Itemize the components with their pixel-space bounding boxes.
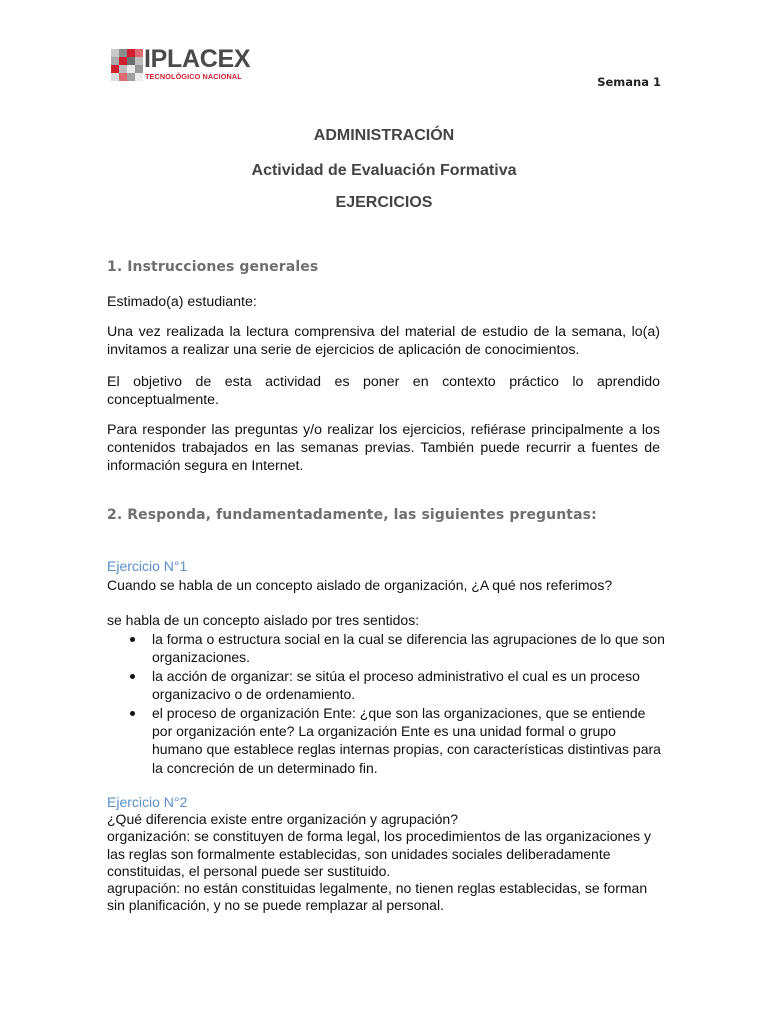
document-section-title: EJERCICIOS <box>335 194 433 211</box>
list-item-text: el proceso de organización Ente: ¿que son las organizaciones, que se entiende por organización ente? La organización Ente es una unidad formal o grupo humano que establece reglas internas propias, con características distintivas para la concreción de un determinado fin. <box>152 704 661 776</box>
exercise-1-title: Ejercicio N°1 <box>107 558 188 574</box>
iplacex-logo <box>111 45 261 83</box>
logo-subtitle: TECNOLÓGICO NACIONAL <box>145 72 242 81</box>
greeting-paragraph: Estimado(a) estudiante: <box>107 294 257 310</box>
list-item <box>107 704 667 778</box>
bullet-icon <box>130 711 135 716</box>
sources-paragraph: Para responder las preguntas y/o realizar los ejercicios, refiérase principalmente a los contenidos trabajados en las semanas previas. También puede recurrir a fuentes de información segura en Internet. <box>107 422 660 474</box>
logo-mosaic-icon <box>111 49 143 81</box>
objective-paragraph: El objetivo de esta actividad es poner en contexto práctico lo aprendido conceptualmente. <box>107 374 660 408</box>
exercise-2-title: Ejercicio N°2 <box>107 794 188 810</box>
bullet-icon <box>130 674 135 679</box>
exercise-2-question: ¿Qué diferencia existe entre organización y agrupación? <box>107 811 458 827</box>
document-title: ADMINISTRACIÓN <box>313 127 455 144</box>
list-item-text: la acción de organizar: se sitúa el proceso administrativo el cual es un proceso organizacivo o de ordenamiento. <box>152 667 640 703</box>
exercise-2-body <box>107 811 667 915</box>
exercise-2-answer-organizacion: organización: se constituyen de forma legal, los procedimientos de las organizaciones y las reglas son formalmente establecidas, son unidades sociales deliberadamente constituidas, el personal puede ser sustituido. <box>107 828 651 879</box>
exercise-1-intro: se habla de un concepto aislado por tres sentidos: <box>107 612 420 628</box>
section-heading-questions: 2. Responda, fundamentadamente, las siguientes preguntas: <box>107 507 597 523</box>
list-item <box>107 667 667 704</box>
week-label: Semana 1 <box>597 75 661 89</box>
list-item <box>107 630 667 667</box>
document-subtitle: Actividad de Evaluación Formativa <box>251 162 517 179</box>
instruction-paragraph: Una vez realizada la lectura comprensiva del material de estudio de la semana, lo(a) invitamos a realizar una serie de ejercicios de aplicación de conocimientos. <box>107 324 660 358</box>
logo-wordmark: IPLACEX <box>144 45 251 73</box>
exercise-1-bullet-list <box>107 630 667 777</box>
section-heading-instructions: 1. Instrucciones generales <box>107 259 319 275</box>
list-item-text: la forma o estructura social en la cual se diferencia las agrupaciones de lo que son organizaciones. <box>152 631 665 666</box>
exercise-1-question: Cuando se habla de un concepto aislado de organización, ¿A qué nos referimos? <box>107 577 613 593</box>
exercise-2-answer-agrupacion: agrupación: no están constituidas legalmente, no tienen reglas establecidas, se forman sin planificación, y no se puede remplazar al personal. <box>107 880 648 914</box>
bullet-icon <box>130 637 135 642</box>
